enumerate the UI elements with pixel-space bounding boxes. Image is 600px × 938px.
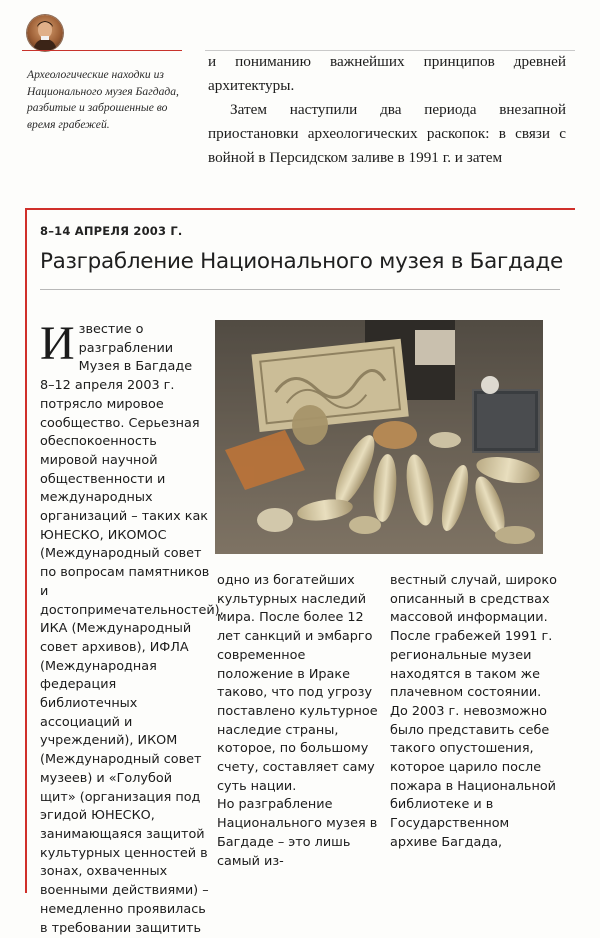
sidebar-box-top-rule (25, 208, 575, 210)
column-3-text: вестный случай, широко описанный в средствах массовой информации. После грабежей 1991 г. региональные музеи находятся в таком же плачевном состоянии. До 2003 г. невозможно было представить себе такого опустошения, которое царило после пожара в Национальной библиотеке и в Государственном архиве Багдада, (390, 573, 557, 850)
preceding-text (208, 50, 566, 170)
column-2-paragraph-1: одно из богатейших культурных наследий мира. После более 12 лет санкций и эмбарго современное положение в Ираке таково, что под угрозу поставлено культурное наследие страны, которое, по большому счету, составляет саму суть нации. (217, 573, 378, 794)
preceding-paragraph-1: и пониманию важнейших принципов древней архитектуры. (208, 53, 566, 94)
preceding-paragraph-2: Затем наступили два периода внезапной приостановки археологических раскопок: в связи с войной в Персидском заливе в 1991 г. и затем (208, 101, 566, 166)
column-1-text: звестие о разграблении Музея в Багдаде 8–12 апреля 2003 г. потрясло мировое сообщество. Серьезная обеспокоенность мировой научной общественности и международных организаций – таких как ЮНЕСКО, ИКОМОС (Международный совет по вопросам памятников и достопримечательностей), ИКА (Международный совет архивов), ИФЛА (Международная федерация библиотечных ассоциаций и учреждений), ИКОМ (Международный совет музеев) и «Голубой щит» (организация под эгидой ЮНЕСКО, занимающаяся защитой культурных ценностей в зонах, охваченных военными действиями) – немедленно проявилась в требовании защитить (40, 322, 224, 936)
article-column-1 (40, 317, 224, 938)
sidebar-box-left-rule (25, 208, 27, 893)
title-underline (40, 289, 560, 290)
photo-caption: Археологические находки из Национального музея Багдада, разбитые и заброшенные во время грабежей. (27, 68, 179, 131)
article-column-3 (390, 572, 560, 853)
article-date: 8–14 АПРЕЛЯ 2003 Г. (40, 224, 183, 238)
article-title: Разграбление Национального музея в Багдаде (40, 249, 563, 274)
museum-artifacts-photo (215, 320, 543, 554)
caption-red-rule (22, 50, 182, 51)
column-2-paragraph-2: Но разграбление Национального музея в Багдаде – это лишь самый из- (217, 797, 378, 869)
author-portrait (27, 15, 63, 51)
drop-cap: И (40, 317, 75, 370)
article-column-2 (217, 572, 382, 871)
